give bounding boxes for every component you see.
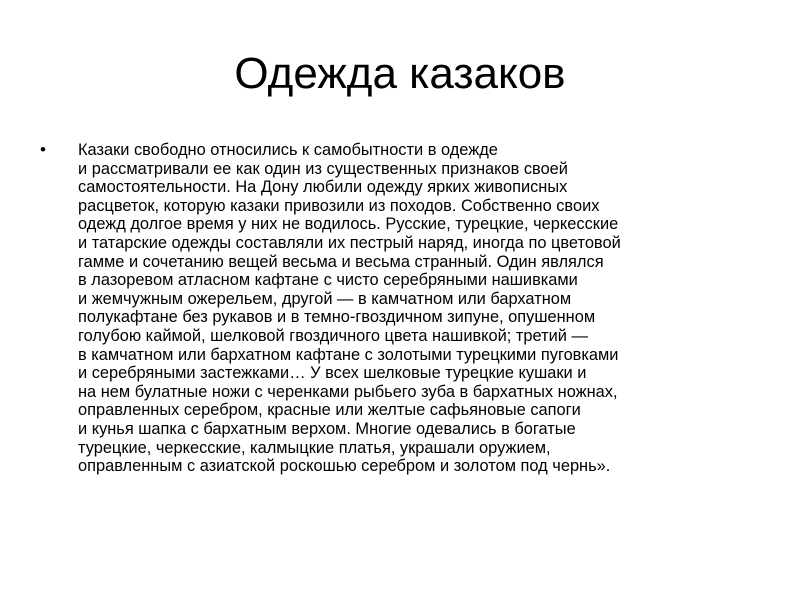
bullet-icon: • <box>40 140 46 159</box>
paragraph-line: в лазоревом атласном кафтане с чисто серебряными нашивками <box>78 271 578 290</box>
paragraph-text <box>78 141 752 476</box>
paragraph-line: полукафтане без рукавов и в темно-гвоздичном зипуне, опушенном <box>78 308 596 327</box>
paragraph-line: и рассматривали ее как один из существенных признаков своей <box>78 159 568 178</box>
paragraph-line: гамме и сочетанию вещей весьма и весьма странный. Один являлся <box>78 252 604 271</box>
paragraph-line: расцветок, которую казаки привозили из походов. Собственно своих <box>78 196 600 215</box>
paragraph-line: турецкие, черкесские, калмыцкие платья, украшали оружием, <box>78 438 551 457</box>
slide-title: Одежда казаков <box>234 49 566 98</box>
paragraph-line: одежд долгое время у них не водилось. Русские, турецкие, черкесские <box>78 215 619 234</box>
paragraph-line: самостоятельности. На Дону любили одежду ярких живописных <box>78 178 568 197</box>
paragraph-line: и серебряными застежками… У всех шелковые турецкие кушаки и <box>78 364 587 383</box>
paragraph-line: оправленным с азиатской роскошью серебром и золотом под чернь». <box>78 457 611 476</box>
paragraph-line: и кунья шапка с бархатным верхом. Многие одевались в богатые <box>78 419 576 438</box>
bullet-item <box>40 141 752 476</box>
paragraph-line: и жемчужным ожерельем, другой — в камчатном или бархатном <box>78 289 572 308</box>
paragraph-line: на нем булатные ножи с черенками рыбьего зуба в бархатных ножнах, <box>78 382 618 401</box>
paragraph-line: оправленных серебром, красные или желтые сафьяновые сапоги <box>78 401 581 420</box>
paragraph-line: Казаки свободно относились к самобытности в одежде <box>78 141 498 159</box>
paragraph-line: в камчатном или бархатном кафтане с золотыми турецкими пуговками <box>78 345 619 364</box>
paragraph-line: и татарские одежды составляли их пестрый наряд, иногда по цветовой <box>78 233 621 252</box>
paragraph-line: голубою каймой, шелковой гвоздичного цвета нашивкой; третий — <box>78 326 588 345</box>
bullet-list <box>40 141 752 476</box>
